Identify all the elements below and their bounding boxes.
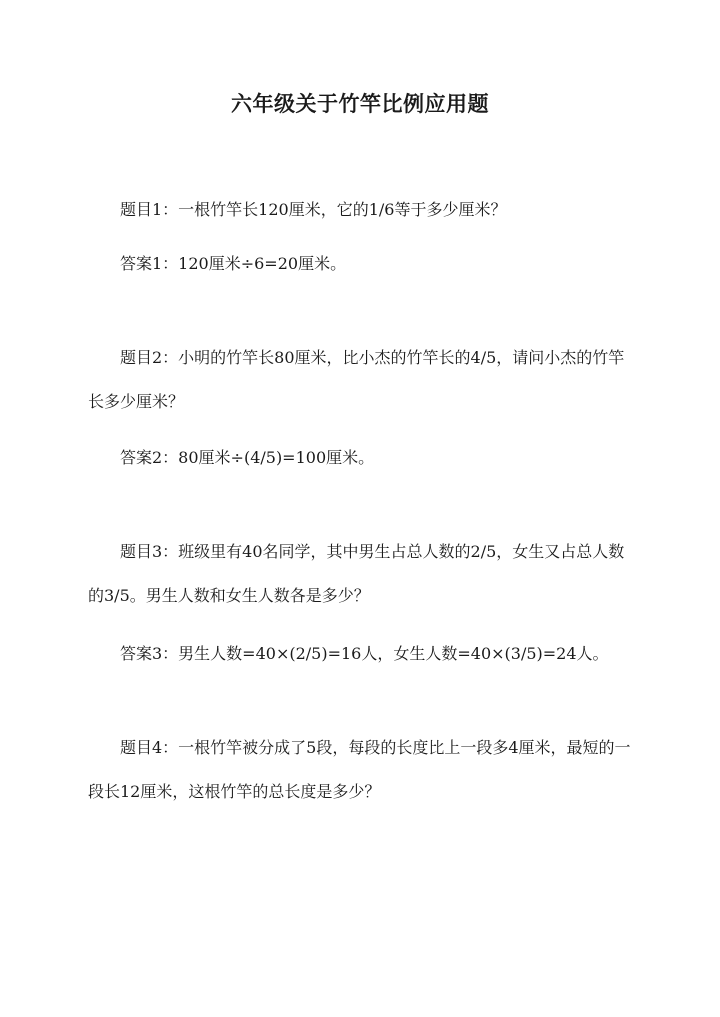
question-2: 题目2：小明的竹竿长80厘米，比小杰的竹竿长的4/5，请问小杰的竹竿长多少厘米？	[88, 348, 625, 411]
answer-1: 答案1：120厘米÷6=20厘米。	[120, 254, 347, 273]
answer-3: 答案3：男生人数=40×(2/5)=16人，女生人数=40×(3/5)=24人。	[120, 644, 609, 663]
question-1: 题目1：一根竹竿长120厘米，它的1/6等于多少厘米？	[120, 200, 507, 219]
question-4: 题目4：一根竹竿被分成了5段，每段的长度比上一段多4厘米，最短的一段长12厘米，这根竹竿的总长度是多少？	[88, 738, 631, 801]
question-3: 题目3：班级里有40名同学，其中男生占总人数的2/5，女生又占总人数的3/5。男生人数和女生人数各是多少？	[88, 542, 625, 605]
document-title: 六年级关于竹竿比例应用题	[231, 91, 489, 116]
answer-2: 答案2：80厘米÷(4/5)=100厘米。	[120, 448, 375, 467]
